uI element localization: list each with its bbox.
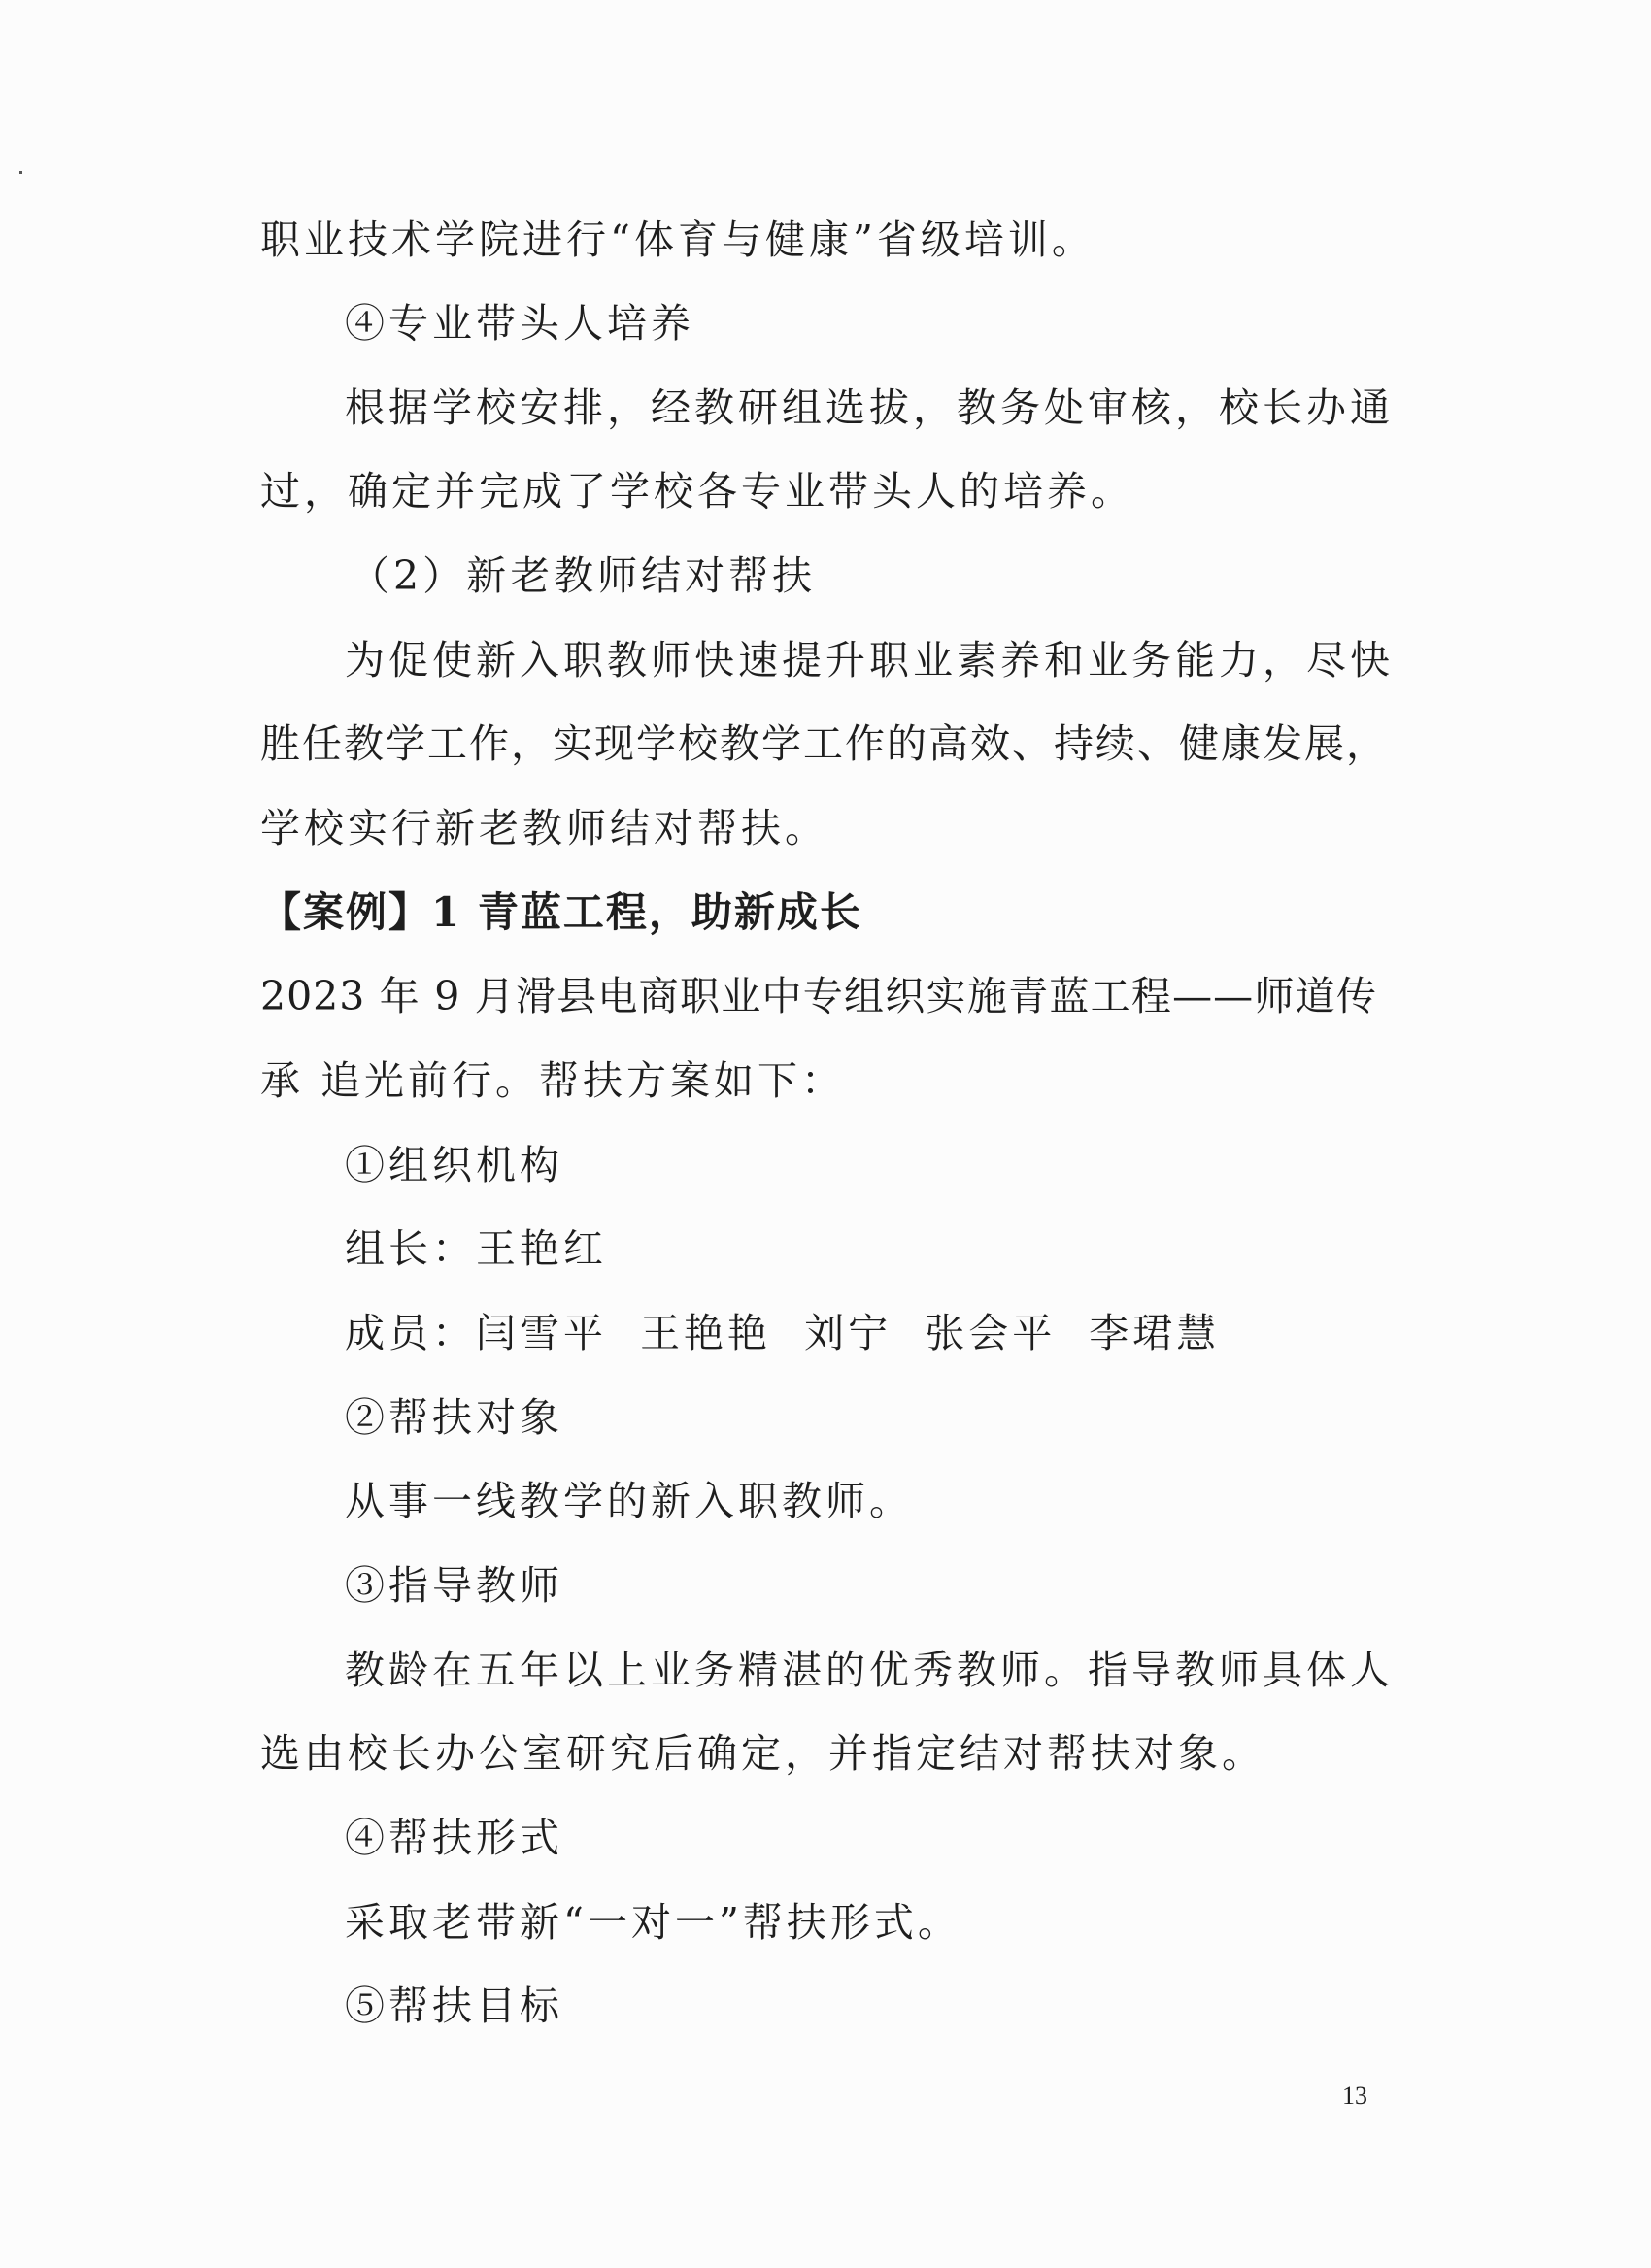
case-heading: 【案例】1 青蓝工程，助新成长	[260, 888, 862, 936]
paragraph-line: 2023 年 9 月滑县电商职业中专组织实施青蓝工程——师道传	[260, 973, 1377, 1019]
paragraph-line: 从事一线教学的新入职教师。	[345, 1478, 913, 1524]
paragraph-line: 承 追光前行。帮扶方案如下：	[260, 1057, 846, 1104]
paragraph-line: 过，确定并完成了学校各专业带头人的培养。	[260, 468, 1134, 515]
paragraph-line: 成员：闫雪平 王艳艳 刘宁 张会平 李珺慧	[345, 1310, 1221, 1356]
page-number: 13	[1342, 2082, 1367, 2110]
paragraph-line: 学校实行新老教师结对帮扶。	[260, 805, 828, 851]
subheading-format: ④帮扶形式	[345, 1815, 563, 1861]
paragraph-line: 教龄在五年以上业务精湛的优秀教师。指导教师具体人	[345, 1647, 1394, 1693]
paragraph-line: 职业技术学院进行“体育与健康”省级培训。	[260, 217, 1095, 263]
subheading-leader-training: ④专业带头人培养	[345, 300, 694, 347]
scan-artifact-dot	[19, 171, 22, 174]
paragraph-line: 为促使新入职教师快速提升职业素养和业务能力，尽快	[345, 637, 1394, 684]
subheading-target: ②帮扶对象	[345, 1394, 563, 1441]
paragraph-line: 根据学校安排，经教研组选拔，教务处审核，校长办通	[345, 384, 1394, 431]
paragraph-line: 选由校长办公室研究后确定，并指定结对帮扶对象。	[260, 1730, 1265, 1777]
paragraph-line: 组长：王艳红	[345, 1225, 607, 1272]
subheading-instructors: ③指导教师	[345, 1562, 563, 1609]
section-heading-mentoring: （2）新老教师结对帮扶	[350, 552, 817, 599]
paragraph-line: 胜任教学工作，实现学校教学工作的高效、持续、健康发展，	[260, 720, 1388, 767]
subheading-organization: ①组织机构	[345, 1142, 563, 1188]
subheading-goal: ⑤帮扶目标	[345, 1983, 563, 2029]
paragraph-line: 采取老带新“一对一”帮扶形式。	[345, 1899, 961, 1946]
